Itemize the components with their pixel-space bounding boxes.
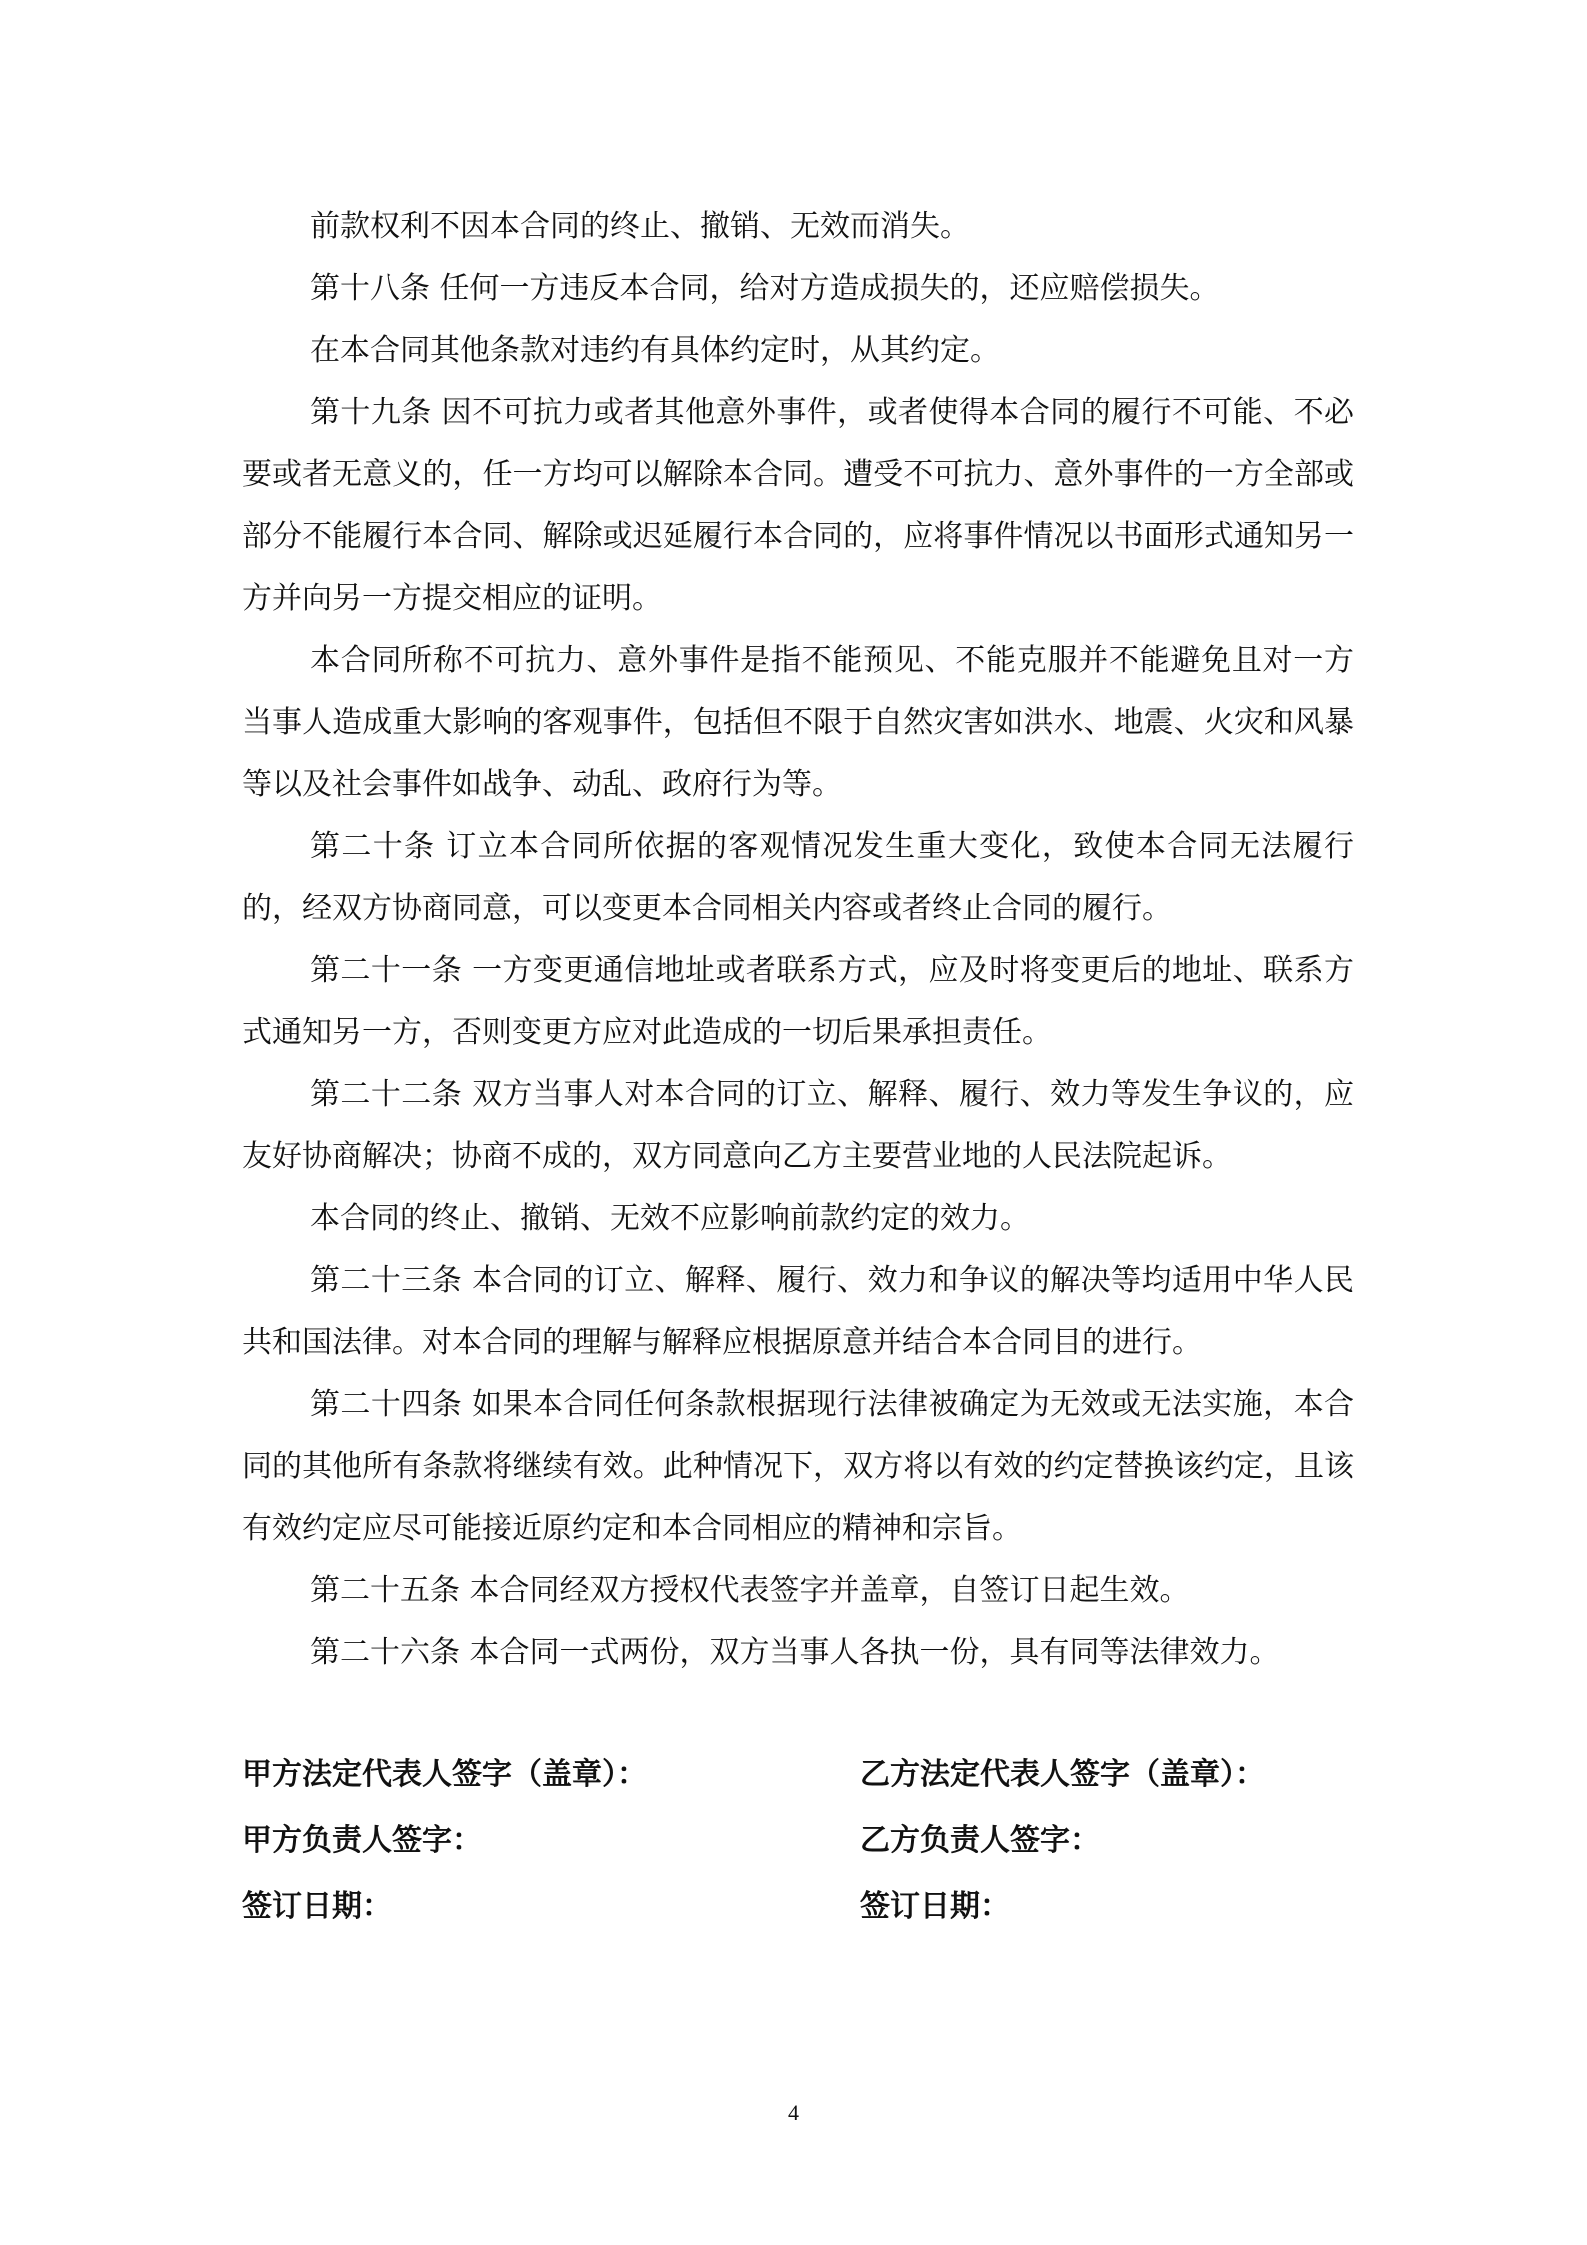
party-a-representative-signature-label: 甲方法定代表人签字（盖章）： [242, 1757, 647, 1792]
party-b-signing-date-label: 签订日期： [860, 1889, 1010, 1924]
party-a-signing-date-label: 签订日期： [242, 1889, 392, 1924]
paragraph-article-20: 第二十条 订立本合同所依据的客观情况发生重大变化，致使本合同无法履行的，经双方协商同意，可以变更本合同相关内容或者终止合同的履行。 [242, 829, 1354, 926]
paragraph-force-majeure-definition: 本合同所称不可抗力、意外事件是指不能预见、不能克服并不能避免且对一方当事人造成重大影响的客观事件，包括但不限于自然灾害如洪水、地震、火灾和风暴等以及社会事件如战争、动乱、政府行为等。 [242, 643, 1354, 802]
party-a-manager-signature-label: 甲方负责人签字： [242, 1823, 482, 1858]
paragraph-article-22-note: 本合同的终止、撤销、无效不应影响前款约定的效力。 [310, 1201, 1030, 1236]
paragraph-article-18: 第十八条 任何一方违反本合同，给对方造成损失的，还应赔偿损失。 [310, 271, 1220, 306]
paragraph-article-18-note: 在本合同其他条款对违约有具体约定时，从其约定。 [310, 333, 1000, 368]
paragraph-article-21: 第二十一条 一方变更通信地址或者联系方式，应及时将变更后的地址、联系方式通知另一方，否则变更方应对此造成的一切后果承担责任。 [242, 953, 1354, 1050]
party-b-representative-signature-label: 乙方法定代表人签字（盖章）： [860, 1757, 1265, 1792]
contract-body [242, 196, 1354, 1684]
signature-block [242, 1738, 1354, 1936]
paragraph-article-24: 第二十四条 如果本合同任何条款根据现行法律被确定为无效或无法实施，本合同的其他所有条款将继续有效。此种情况下，双方将以有效的约定替换该约定，且该有效约定应尽可能接近原约定和本合同相应的精神和宗旨。 [242, 1387, 1354, 1546]
party-b-manager-signature-label: 乙方负责人签字： [860, 1823, 1100, 1858]
paragraph-article-22: 第二十二条 双方当事人对本合同的订立、解释、履行、效力等发生争议的，应友好协商解决；协商不成的，双方同意向乙方主要营业地的人民法院起诉。 [242, 1077, 1354, 1174]
page-number: 4 [788, 2100, 799, 2125]
signature-row-date [242, 1870, 1354, 1936]
paragraph-article-19: 第十九条 因不可抗力或者其他意外事件，或者使得本合同的履行不可能、不必要或者无意义的，任一方均可以解除本合同。遭受不可抗力、意外事件的一方全部或部分不能履行本合同、解除或迟延履行本合同的，应将事件情况以书面形式通知另一方并向另一方提交相应的证明。 [242, 395, 1354, 616]
signature-row-manager [242, 1804, 1354, 1870]
paragraph-article-23: 第二十三条 本合同的订立、解释、履行、效力和争议的解决等均适用中华人民共和国法律。对本合同的理解与解释应根据原意并结合本合同目的进行。 [242, 1263, 1354, 1360]
paragraph-article-25: 第二十五条 本合同经双方授权代表签字并盖章，自签订日起生效。 [310, 1573, 1190, 1608]
paragraph-article-26: 第二十六条 本合同一式两份，双方当事人各执一份，具有同等法律效力。 [310, 1635, 1280, 1670]
paragraph-rights-survive: 前款权利不因本合同的终止、撤销、无效而消失。 [310, 209, 970, 244]
signature-row-representative [242, 1738, 1354, 1804]
